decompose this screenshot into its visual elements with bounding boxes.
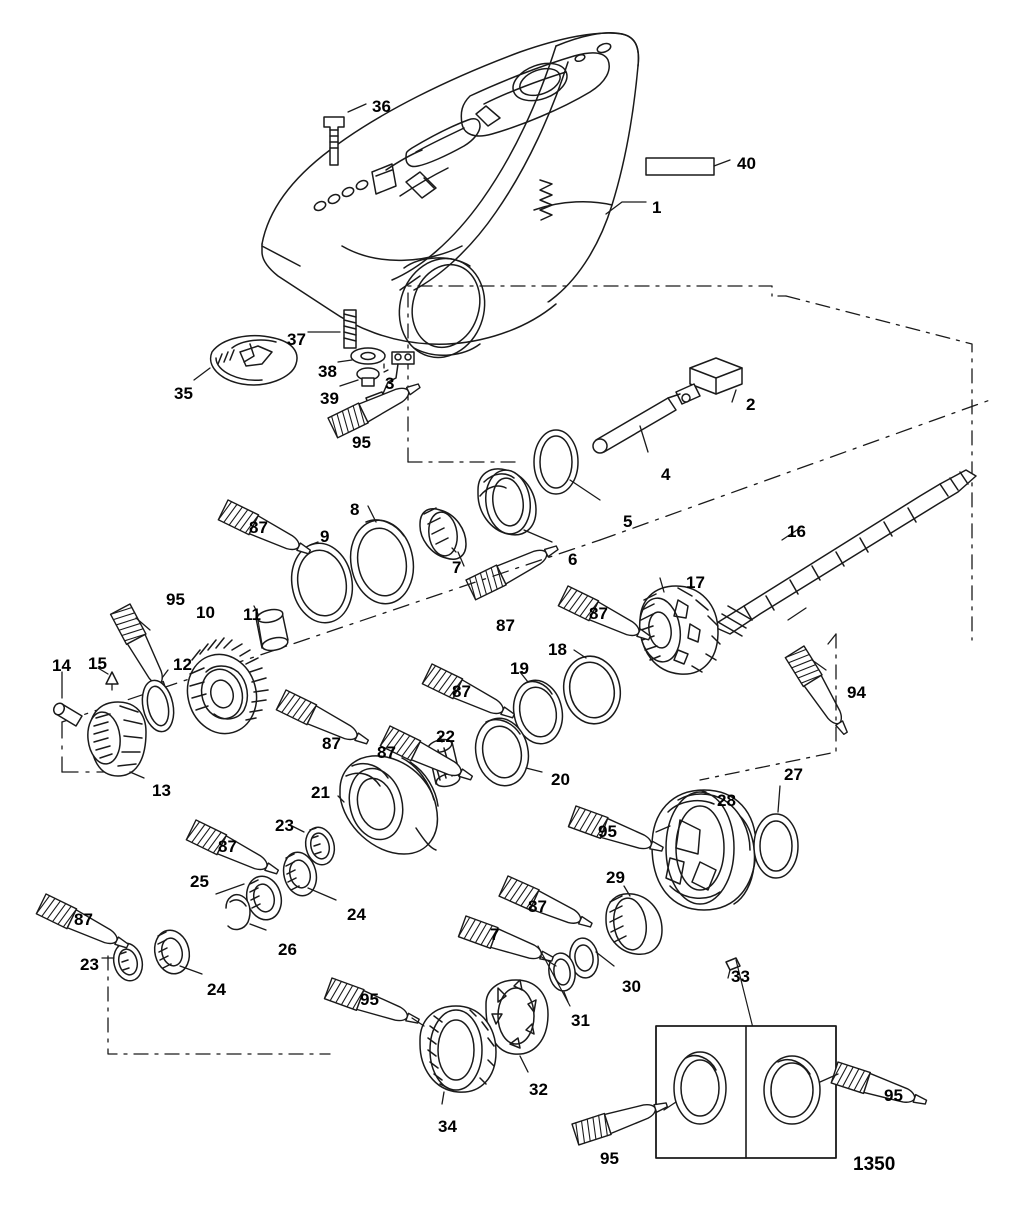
callout-1: 1 [652, 198, 662, 217]
callout-23: 23 [80, 955, 99, 974]
callout-35: 35 [174, 384, 193, 403]
callout-6: 6 [568, 550, 578, 569]
callout-10: 10 [196, 603, 215, 622]
callout-32: 32 [529, 1080, 548, 1099]
callout-26: 26 [278, 940, 297, 959]
callout-39: 39 [320, 389, 339, 408]
callout-87: 87 [528, 897, 547, 916]
callout-40: 40 [737, 154, 756, 173]
callout-15: 15 [88, 654, 107, 673]
callout-2: 2 [746, 395, 756, 414]
callout-87: 87 [322, 734, 341, 753]
callout-33: 33 [731, 967, 750, 986]
callout-87: 87 [218, 837, 237, 856]
callout-87: 87 [249, 518, 268, 537]
callout-28: 28 [717, 791, 736, 810]
callout-23: 23 [275, 816, 294, 835]
callout-34: 34 [438, 1117, 457, 1136]
callout-14: 14 [52, 656, 71, 675]
callout-30: 30 [622, 977, 641, 996]
callout-87: 87 [589, 604, 608, 623]
callout-21: 21 [311, 783, 330, 802]
callout-29: 29 [606, 868, 625, 887]
callout-4: 4 [661, 465, 671, 484]
callout-27: 27 [784, 765, 803, 784]
callout-13: 13 [152, 781, 171, 800]
callout-16: 16 [787, 522, 806, 541]
callout-31: 31 [571, 1011, 590, 1030]
callout-19: 19 [510, 659, 529, 678]
callout-24: 24 [347, 905, 366, 924]
callout-12: 12 [173, 655, 192, 674]
callout-95: 95 [166, 590, 185, 609]
callout-17: 17 [686, 573, 705, 592]
callout-18: 18 [548, 640, 567, 659]
callout-87: 87 [496, 616, 515, 635]
callout-9: 9 [320, 527, 330, 546]
callout-7: 7 [490, 925, 500, 944]
callout-95: 95 [598, 822, 617, 841]
callout-94: 94 [847, 683, 866, 702]
callout-36: 36 [372, 97, 391, 116]
callout-5: 5 [623, 512, 633, 531]
callout-87: 87 [377, 743, 396, 762]
callout-7: 7 [452, 558, 462, 577]
callout-11: 11 [243, 605, 261, 624]
callout-87: 87 [74, 910, 93, 929]
callout-20: 20 [551, 770, 570, 789]
callout-22: 22 [436, 727, 455, 746]
callout-25: 25 [190, 872, 209, 891]
callout-38: 38 [318, 362, 337, 381]
callout-1350: 1350 [853, 1154, 896, 1175]
callout-95: 95 [600, 1149, 619, 1168]
callout-37: 37 [287, 330, 306, 349]
callout-24: 24 [207, 980, 226, 999]
callout-95: 95 [360, 990, 379, 1009]
callout-87: 87 [452, 682, 471, 701]
callout-8: 8 [350, 500, 360, 519]
callout-95: 95 [884, 1086, 903, 1105]
callout-3: 3 [385, 374, 395, 393]
callout-95: 95 [352, 433, 371, 452]
